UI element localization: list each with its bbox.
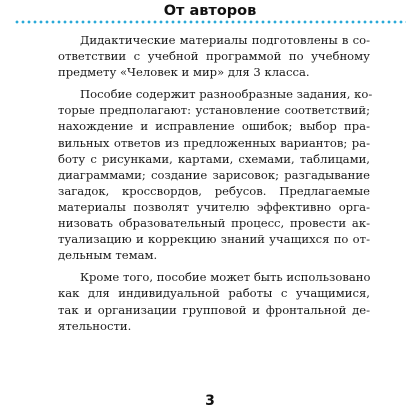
text-line: диаграммами; создание зарисовок; разгадывание (58, 167, 370, 182)
text-line: Пособие содержит разнообразные задания, ко- (80, 87, 373, 102)
body-text (58, 32, 373, 340)
text-line: ответствии с учебной программой по учебному (58, 49, 370, 64)
paragraph-2 (58, 86, 373, 263)
page-number: 3 (205, 393, 215, 409)
text-line: предмету «Человек и мир» для 3 класса. (58, 65, 310, 80)
text-line: дельным темам. (58, 248, 158, 263)
text-line: туализацию и коррекцию знаний учащихся по от- (58, 232, 370, 247)
text-line: загадок, кроссвордов, ребусов. Предлагаемые (58, 183, 370, 198)
paragraph-3 (58, 269, 370, 333)
section-title: От авторов (163, 3, 257, 19)
text-line: вильных ответов из предложенных вариантов; ра- (58, 135, 370, 150)
text-line: низовать образовательный процесс, провести ак- (58, 216, 370, 231)
text-line: нахождение и исправление ошибок; выбор пра- (58, 119, 370, 134)
text-line: так и организации групповой и фронтальной де- (58, 302, 370, 317)
text-line: ятельности. (58, 318, 132, 333)
dotted-divider (14, 20, 406, 24)
text-line: материалы позволят учителю эффективно орга- (58, 199, 370, 214)
text-line: боту с рисунками, картами, схемами, таблицами, (58, 151, 370, 166)
text-line: как для индивидуальной работы с учащимися, (58, 286, 370, 301)
text-line: торые предполагают: установление соответствий; (58, 103, 370, 118)
paragraph-1 (58, 32, 370, 80)
text-line: Дидактические материалы подготовлены в со- (80, 33, 370, 47)
text-line: Кроме того, пособие может быть использовано (80, 270, 371, 285)
